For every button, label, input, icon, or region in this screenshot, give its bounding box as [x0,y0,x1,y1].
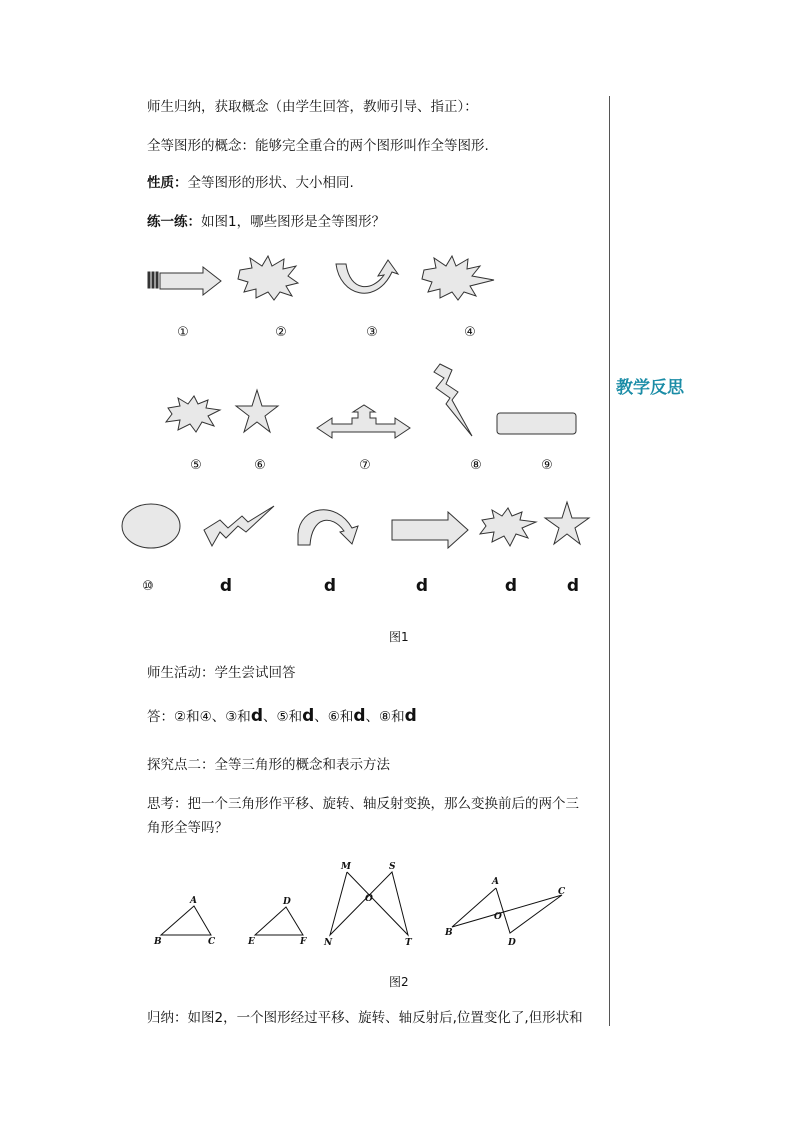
t2-label-e: E [248,937,255,947]
t2-label-d: D [283,897,291,907]
t4-label-a: A [492,877,499,887]
property-text: 全等图形的形状、大小相同. [187,175,354,191]
fig1-label-13: d [415,576,429,596]
answer-part-3: 、⑧和 [365,709,405,725]
figure-2-caption: 图2 [389,975,409,989]
fig1-label-3: ③ [366,325,378,340]
answer-glyph-4: d [404,706,417,726]
t3-label-n: N [324,938,333,948]
answer-glyph-2: d [302,706,315,726]
fig1-label-2: ② [275,325,287,340]
paragraph-activity: 师生活动：学生尝试回答 [147,665,296,681]
answer-part-2: 、⑥和 [314,709,354,725]
fig1-label-8: ⑧ [470,458,482,473]
sidebar-title: 教学反思 [616,378,684,398]
fig1-label-6: ⑥ [254,458,266,473]
exercise-text: 如图1，哪些图形是全等图形？ [201,214,386,230]
paragraph-summary-2: 归纳：如图2，一个图形经过平移、旋转、轴反射后,位置变化了,但形状和 [147,1010,583,1026]
paragraph-point2: 探究点二：全等三角形的概念和表示方法 [147,757,390,773]
fig1-label-9: ⑨ [541,458,553,473]
t3-label-s: S [389,862,396,872]
property-label: 性质： [147,175,188,191]
answer-glyph-1: d [250,706,263,726]
answer-text: 答：②和④、③和 [147,709,251,725]
fig1-label-15: d [566,576,580,596]
t3-label-t: T [405,938,412,948]
figure-1-caption: 图1 [389,630,409,644]
t3-label-o: O [365,894,373,904]
fig1-label-14: d [504,576,518,596]
paragraph-think-2: 角形全等吗？ [147,820,228,836]
answer-part-1: 、⑤和 [262,709,303,725]
t3-label-m: M [341,862,351,872]
paragraph-summary: 师生归纳，获取概念（由学生回答，教师引导、指正）： [147,99,478,115]
fig1-label-7: ⑦ [359,458,371,473]
fig1-label-5: ⑤ [190,458,202,473]
fig1-label-1: ① [177,325,189,340]
t4-label-o: O [494,912,502,922]
exercise-label: 练一练： [147,214,201,230]
answer-glyph-3: d [353,706,366,726]
fig1-label-11: d [219,576,233,596]
fig1-label-12: d [323,576,337,596]
fig1-label-4: ④ [464,325,476,340]
t2-label-f: F [300,937,307,947]
t1-label-b: B [154,937,162,947]
paragraph-concept: 全等图形的概念：能够完全重合的两个图形叫作全等图形. [147,138,489,154]
fig1-label-10: ⑩ [142,579,154,594]
t4-label-b: B [445,928,453,938]
t1-label-c: C [208,937,216,947]
t4-label-c: C [558,887,566,897]
t4-label-d: D [508,938,516,948]
t1-label-a: A [190,896,197,906]
paragraph-think-1: 思考：把一个三角形作平移、旋转、轴反射变换，那么变换前后的两个三 [147,796,579,812]
